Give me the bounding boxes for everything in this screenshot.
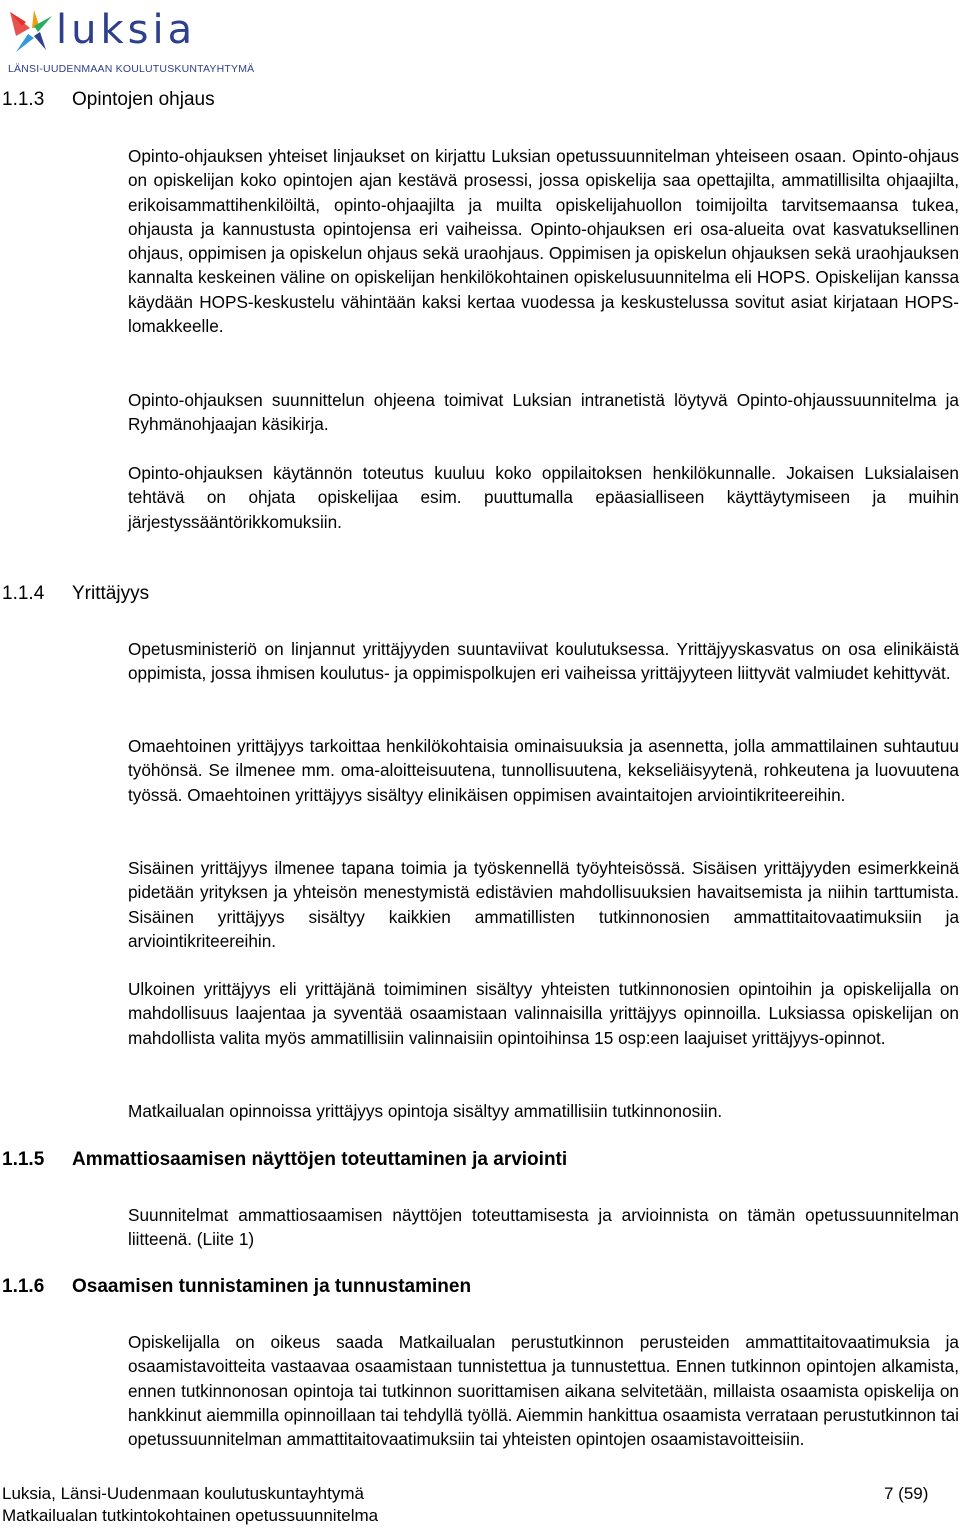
paragraph: Opiskelijalla on oikeus saada Matkailualan perustutkinnon perusteiden ammattitaitovaatimuksia ja osaamistavoitteita vastaavaa osaamistaan tunnistettua ja tunnustettua. Ennen tutkinnon opintojen alkamista, ennen tutkinnonosan opintoja tai tutkinnon suorittamisen aikana selvitetään, millaista osaamista opiskelija on hankkinut aiemmilla opinnoillaan tai tehdyllä työllä. Aiemmin hankittua osaamista verrataan perustutkinnon tai opetussuunnitelman ammattitaitovaatimuksiin tai yhteisten opintojen osaamistavoitteisiin. <box>128 1332 959 1450</box>
logo-star-icon <box>6 6 58 58</box>
paragraph: Opinto-ohjauksen käytännön toteutus kuuluu koko oppilaitoksen henkilökunnalle. Jokaisen Luksialaisen tehtävä on ohjata opiskelijaa esim. puuttumalla epäasialliseen käyttäytymiseen ja muihin järjestyssääntörikkomuksiin. <box>128 463 959 532</box>
footer-document-title: Matkailualan tutkintokohtainen opetussuunnitelma <box>2 1506 379 1525</box>
section-title: Ammattiosaamisen näyttöjen toteuttaminen ja arviointi <box>72 1149 568 1170</box>
paragraph: Matkailualan opinnoissa yrittäjyys opintoja sisältyy ammatillisiin tutkinnonosiin. <box>128 1101 723 1121</box>
section-number: 1.1.5 <box>2 1149 45 1170</box>
section-heading-1-1-5 <box>2 1148 567 1172</box>
paragraph: Omaehtoinen yrittäjyys tarkoittaa henkilökohtaisia ominaisuuksia ja asennetta, jolla ammattilainen suhtautuu työhönsä. Se ilmenee mm. oma-aloitteisuutena, tunnollisuutena, kekseliäisyytenä, rohkeutena ja luovuutena työssä. Omaehtoinen yrittäjyys sisältyy elinikäisen oppimisen avaintaitojen arviointikriteereihin. <box>128 736 959 805</box>
section-heading-1-1-6 <box>2 1275 471 1299</box>
paragraph: Opinto-ohjauksen yhteiset linjaukset on kirjattu Luksian opetussuunnitelman yhteiseen osaan. Opinto-ohjaus on opiskelijan koko opintojen ajan kestävä prosessi, jossa opiskelija saa opettajilta, ammatillisilta ohjaajilta, erikoisammattihenkilöiltä, opinto-ohjaajilta ja muilta opiskelijahuollon toimijoilta tarvitsemaansa tukea, ohjausta ja kannustusta opintojensa eri vaiheissa. Opinto-ohjauksen eri osa-alueita ovat kasvatuksellinen ohjaus, oppimisen ja opiskelun ohjaus sekä uraohjaus. Oppimisen ja opiskelun ohjauksen sekä uraohjauksen kannalta keskeinen väline on opiskelijan henkilökohtainen opiskelusuunnitelma eli HOPS. Opiskelijan kanssa käydään HOPS-keskustelu vähintään kaksi kertaa vuodessa ja keskustelussa sovitut asiat kirjataan HOPS-lomakkeelle. <box>128 146 959 337</box>
footer-organization: Luksia, Länsi-Uudenmaan koulutuskuntayhtymä <box>2 1484 364 1503</box>
paragraph: Opetusministeriö on linjannut yrittäjyyden suuntaviivat koulutuksessa. Yrittäjyyskasvatus on osa elinikäistä oppimista, jossa ihmisen koulutus- ja oppimispolkujen eri vaiheissa yrittäjyyteen liittyvät valmiudet kehittyvät. <box>128 639 959 684</box>
page-number: 7 (59) <box>884 1484 929 1503</box>
logo-text: luksia <box>56 7 197 53</box>
paragraph: Ulkoinen yrittäjyys eli yrittäjänä toimiminen sisältyy yhteisten tutkinnonosien opintoihin ja opiskelijalla on mahdollisuus laajentaa ja syventää osaamistaan valinnaisilla yrittäjyys opinnoilla. Luksiassa opiskelijan on mahdollista valita myös ammatillisiin valinnaisiin opintoihinsa 15 osp:een laajuiset yrittäjyys-opinnot. <box>128 979 959 1048</box>
logo-subtitle: LÄNSI-UUDENMAAN KOULUTUSKUNTAYHTYMÄ <box>8 63 255 75</box>
section-title: Yrittäjyys <box>72 583 150 604</box>
section-heading-1-1-3 <box>2 88 215 112</box>
paragraph: Suunnitelmat ammattiosaamisen näyttöjen toteuttamisesta ja arvioinnista on tämän opetussuunnitelman liitteenä. (Liite 1) <box>128 1205 959 1250</box>
section-title: Osaamisen tunnistaminen ja tunnustaminen <box>72 1276 472 1297</box>
section-heading-1-1-4 <box>2 582 149 606</box>
section-number: 1.1.3 <box>2 89 45 110</box>
section-title: Opintojen ohjaus <box>72 89 215 110</box>
luksia-logo <box>6 6 255 75</box>
section-number: 1.1.6 <box>2 1276 45 1297</box>
paragraph: Opinto-ohjauksen suunnittelun ohjeena toimivat Luksian intranetistä löytyvä Opinto-ohjaussuunnitelma ja Ryhmänohjaajan käsikirja. <box>128 390 959 435</box>
section-number: 1.1.4 <box>2 583 45 604</box>
paragraph: Sisäinen yrittäjyys ilmenee tapana toimia ja työskennellä työyhteisössä. Sisäisen yrittäjyyden esimerkkeinä pidetään yrityksen ja yhteisön menestymistä edistävien mahdollisuuksien havaitsemista ja niihin tarttumista. Sisäinen yrittäjyys sisältyy kaikkien ammatillisten tutkinnonosien ammattitaitovaatimuksiin ja arviointikriteereihin. <box>128 858 959 951</box>
